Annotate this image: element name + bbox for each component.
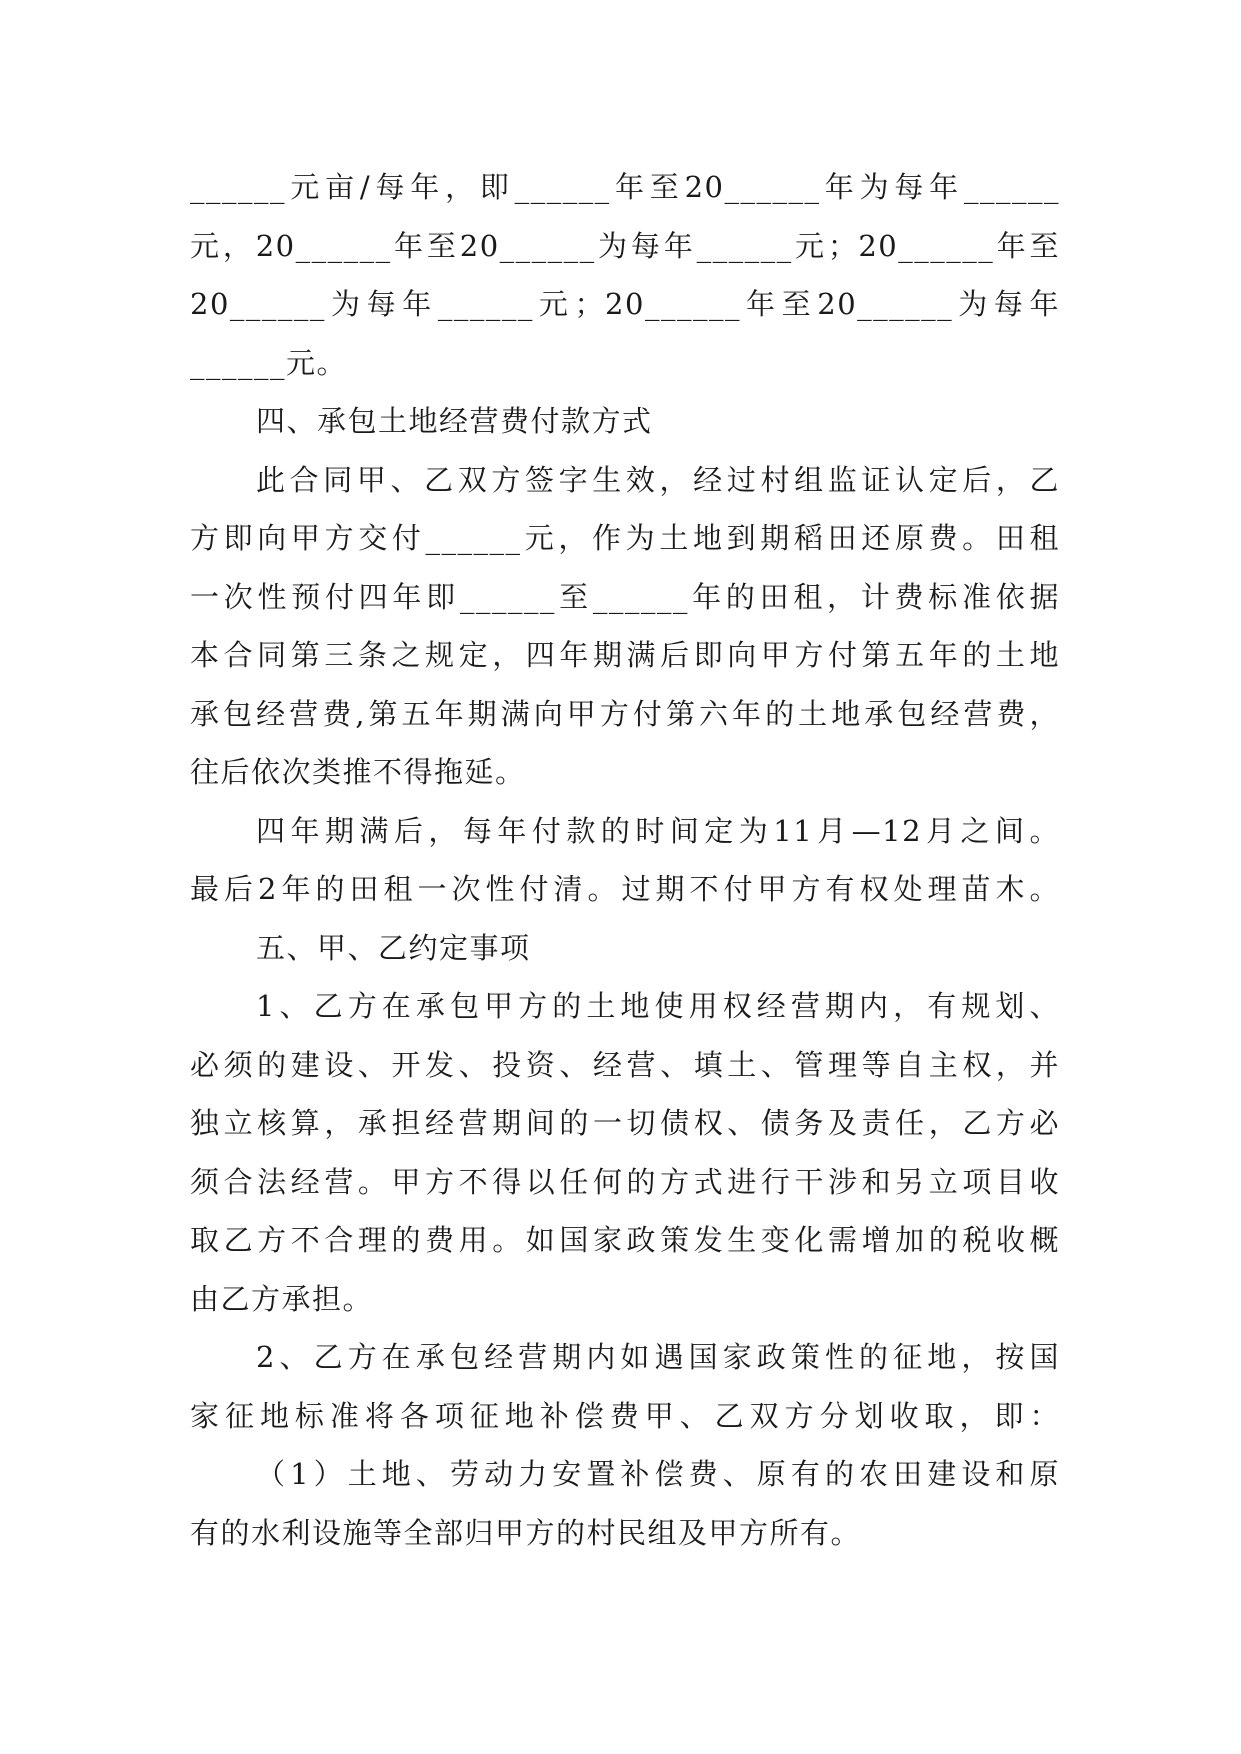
text-line: 一次性预付四年即______至______年的田租，计费标准依据 (190, 579, 1060, 614)
text-line: 四年期满后，每年付款的时间定为11月—12月之间。 (256, 813, 1060, 848)
text-line: 1、乙方在承包甲方的土地使用权经营期内，有规划、 (256, 989, 1060, 1023)
text-line: 最后2年的田租一次性付清。过期不付甲方有权处理苗木。 (190, 872, 1060, 906)
text-line: （1）土地、劳动力安置补偿费、原有的农田建设和原 (256, 1457, 1060, 1491)
text-line: 元，20______年至20______为每年______元；20______年至 (190, 228, 1060, 263)
text-line: 取乙方不合理的费用。如国家政策发生变化需增加的税收概 (190, 1223, 1060, 1257)
section-heading-agreed-matters: 五、甲、乙约定事项 (256, 930, 531, 965)
section-heading-payment-method: 四、承包土地经营费付款方式 (256, 404, 653, 438)
text-line: 独立核算，承担经营期间的一切债权、债务及责任，乙方必 (190, 1106, 1060, 1140)
text-line: 方即向甲方交付______元，作为土地到期稻田还原费。田租 (190, 521, 1060, 555)
text-line: 此合同甲、乙双方签字生效，经过村组监证认定后，乙 (256, 462, 1060, 497)
text-line: 须合法经营。甲方不得以任何的方式进行干涉和另立项目收 (190, 1164, 1060, 1199)
text-line: 由乙方承担。 (190, 1281, 374, 1316)
text-line: 有的水利设施等全部归甲方的村民组及甲方所有。 (190, 1515, 862, 1550)
text-line: 20______为每年______元；20______年至20______为每年 (190, 287, 1060, 321)
text-line: 往后依次类推不得拖延。 (190, 755, 526, 789)
text-line: 2、乙方在承包经营期内如遇国家政策性的征地，按国 (256, 1340, 1060, 1374)
document-body (190, 158, 1060, 1562)
text-line: ______元。 (190, 345, 348, 380)
text-line: 家征地标准将各项征地补偿费甲、乙双方分划收取，即： (190, 1398, 1060, 1433)
text-line: ______元亩/每年，即______年至20______年为每年______ (190, 170, 1060, 204)
text-line: 必须的建设、开发、投资、经营、填土、管理等自主权，并 (190, 1047, 1060, 1082)
text-line: 本合同第三条之规定，四年期满后即向甲方付第五年的土地 (190, 638, 1060, 672)
text-line: 承包经营费,第五年期满向甲方付第六年的土地承包经营费， (190, 696, 1060, 731)
